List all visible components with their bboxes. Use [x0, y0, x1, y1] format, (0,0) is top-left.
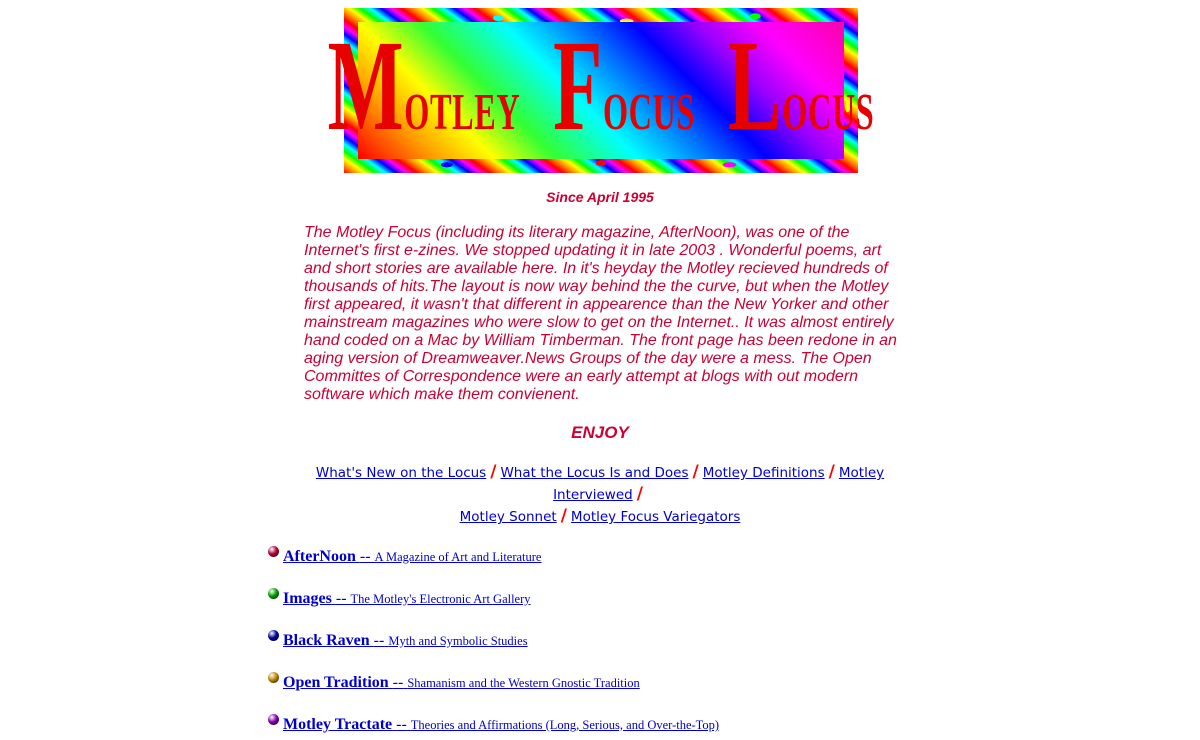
section-link-afternoon[interactable]: AfterNoon -- A Magazine of Art and Literature [283, 548, 542, 565]
section-link-black-raven[interactable]: Black Raven -- Myth and Symbolic Studies [283, 632, 528, 649]
nav-separator: / [828, 462, 835, 482]
section-afternoon [268, 548, 541, 566]
bullet-ball-icon [268, 714, 279, 725]
intro-paragraph: The Motley Focus (including its literary magazine, AfterNoon), was one of the Internet's first e-zines. We stopped updating it in late 2003 . Wonderful poems, art and short stories are available here. In it's heyday the Motley recieved hundreds of thousands of hits.The layout is now way behind the the curve, but when the Motley first appeared, it wasn't that different in appearence than the New Yorker and other mainstream magazines who were slow to get on the Internet.. It was almost entirely hand coded on a Mac by William Timberman. The front page has been redone in an aging version of Dreamweaver.News Groups of the day were a mess. The Open Committes of Correspondence were an early attempt at blogs with out modern software which make them convienent. [304, 224, 897, 403]
section-link-motley-tractate[interactable]: Motley Tractate -- Theories and Affirmations (Long, Serious, and Over-the-Top) [283, 716, 720, 733]
section-link-open-tradition[interactable]: Open Tradition -- Shamanism and the Western Gnostic Tradition [283, 674, 640, 691]
nav-separator: / [490, 462, 497, 482]
nav-separator: / [692, 462, 699, 482]
bullet-ball-icon [268, 630, 279, 641]
nav-links [270, 462, 930, 528]
bullet-ball-icon [268, 672, 279, 683]
bullet-ball-icon [268, 588, 279, 599]
banner-logo-text [313, 14, 890, 158]
banner-gradient-panel [327, 14, 875, 159]
nav-link-motley-sonnet[interactable]: Motley Sonnet [459, 509, 557, 525]
nav-link-what-locus-is[interactable]: What the Locus Is and Does [500, 465, 689, 481]
site-banner [327, 8, 875, 173]
nav-link-motley-definitions[interactable]: Motley Definitions [702, 465, 825, 481]
banner-word-2: FOCUS [553, 14, 696, 158]
nav-separator: / [636, 484, 643, 504]
nav-separator: / [560, 506, 567, 526]
banner-word-1: MOTLEY [327, 14, 521, 158]
since-date: Since April 1995 [546, 189, 654, 205]
section-motley-tractate [268, 716, 719, 734]
banner-word-3: LOCUS [727, 14, 875, 158]
bullet-ball-icon [268, 546, 279, 557]
nav-link-variegators[interactable]: Motley Focus Variegators [570, 509, 741, 525]
section-link-images[interactable]: Images -- The Motley's Electronic Art Gallery [283, 590, 531, 607]
nav-link-motley-interviewed[interactable]: Motley Interviewed [553, 465, 885, 503]
section-images [268, 590, 531, 608]
nav-link-whats-new[interactable]: What's New on the Locus [315, 465, 487, 481]
section-black-raven [268, 632, 528, 650]
enjoy-heading: ENJOY [571, 423, 629, 442]
section-open-tradition [268, 674, 640, 692]
